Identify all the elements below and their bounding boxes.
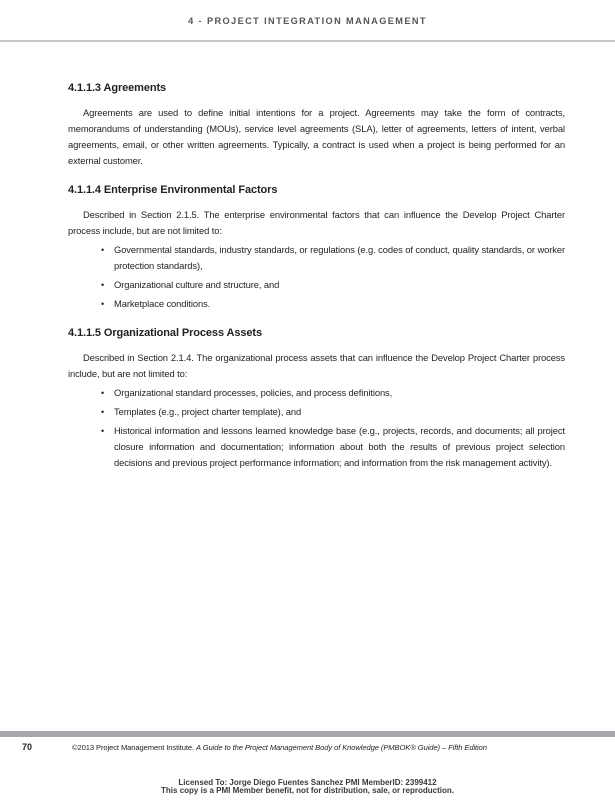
list-item-text: Historical information and lessons learned knowledge base (e.g., projects, records, and documents; all project closure information and documentation; information about both the results of previous project selection decisions and previous project performance information; and information from the risk management activity). <box>114 425 565 468</box>
footer-copyright <box>72 743 487 752</box>
list-item <box>101 296 565 312</box>
eef-paragraph: Described in Section 2.1.5. The enterprise environmental factors that can influence the Develop Project Charter process include, but are not limited to: <box>68 209 565 236</box>
bullet-icon: • <box>101 245 105 255</box>
book-title: A Guide to the Project Management Body of Knowledge (PMBOK® Guide) – Fifth Edition <box>196 743 487 752</box>
bullet-icon: • <box>101 388 105 398</box>
list-item-text: Organizational standard processes, policies, and process definitions, <box>114 387 393 398</box>
bullet-icon: • <box>101 280 105 290</box>
page-number: 70 <box>22 742 33 752</box>
running-header <box>0 0 615 42</box>
eef-bullet-list <box>68 242 565 312</box>
bullet-icon: • <box>101 426 105 436</box>
list-item <box>101 385 565 401</box>
copyright-text: ©2013 Project Management Institute. <box>72 743 196 752</box>
list-item-text: Marketplace conditions. <box>114 298 211 309</box>
license-line-2: This copy is a PMI Member benefit, not for distribution, sale, or reproduction. <box>161 786 454 795</box>
opa-bullet-list <box>68 385 565 471</box>
footer-rule <box>0 731 615 737</box>
list-item <box>101 404 565 420</box>
section-heading-organizational-process-assets: 4.1.1.5 Organizational Process Assets <box>68 327 262 339</box>
section-heading-enterprise-environmental-factors: 4.1.1.4 Enterprise Environmental Factors <box>68 184 278 196</box>
bullet-icon: • <box>101 299 105 309</box>
bullet-icon: • <box>101 407 105 417</box>
running-header-title: 4 - PROJECT INTEGRATION MANAGEMENT <box>188 16 427 26</box>
opa-paragraph: Described in Section 2.1.4. The organizational process assets that can influence the Develop Project Charter process include, but are not limited to: <box>68 352 565 379</box>
list-item <box>101 277 565 293</box>
license-notice <box>0 779 615 795</box>
license-line-1: Licensed To: Jorge Diego Fuentes Sanchez PMI MemberID: 2399412 <box>178 778 437 787</box>
list-item-text: Governmental standards, industry standards, or regulations (e.g. codes of conduct, quality standards, or worker protection standards), <box>114 244 565 271</box>
list-item-text: Organizational culture and structure, and <box>114 279 280 290</box>
list-item <box>101 423 565 471</box>
list-item <box>101 242 565 274</box>
section-heading-agreements: 4.1.1.3 Agreements <box>68 82 167 94</box>
page-content <box>68 80 565 484</box>
list-item-text: Templates (e.g., project charter template), and <box>114 406 302 417</box>
agreements-paragraph: Agreements are used to define initial intentions for a project. Agreements may take the form of contracts, memorandums of understanding (MOUs), service level agreements (SLA), letter of agreements, letters of intent, verbal agreements, email, or other written agreements. Typically, a contract is used when a project is being performed for an external customer. <box>68 107 565 166</box>
